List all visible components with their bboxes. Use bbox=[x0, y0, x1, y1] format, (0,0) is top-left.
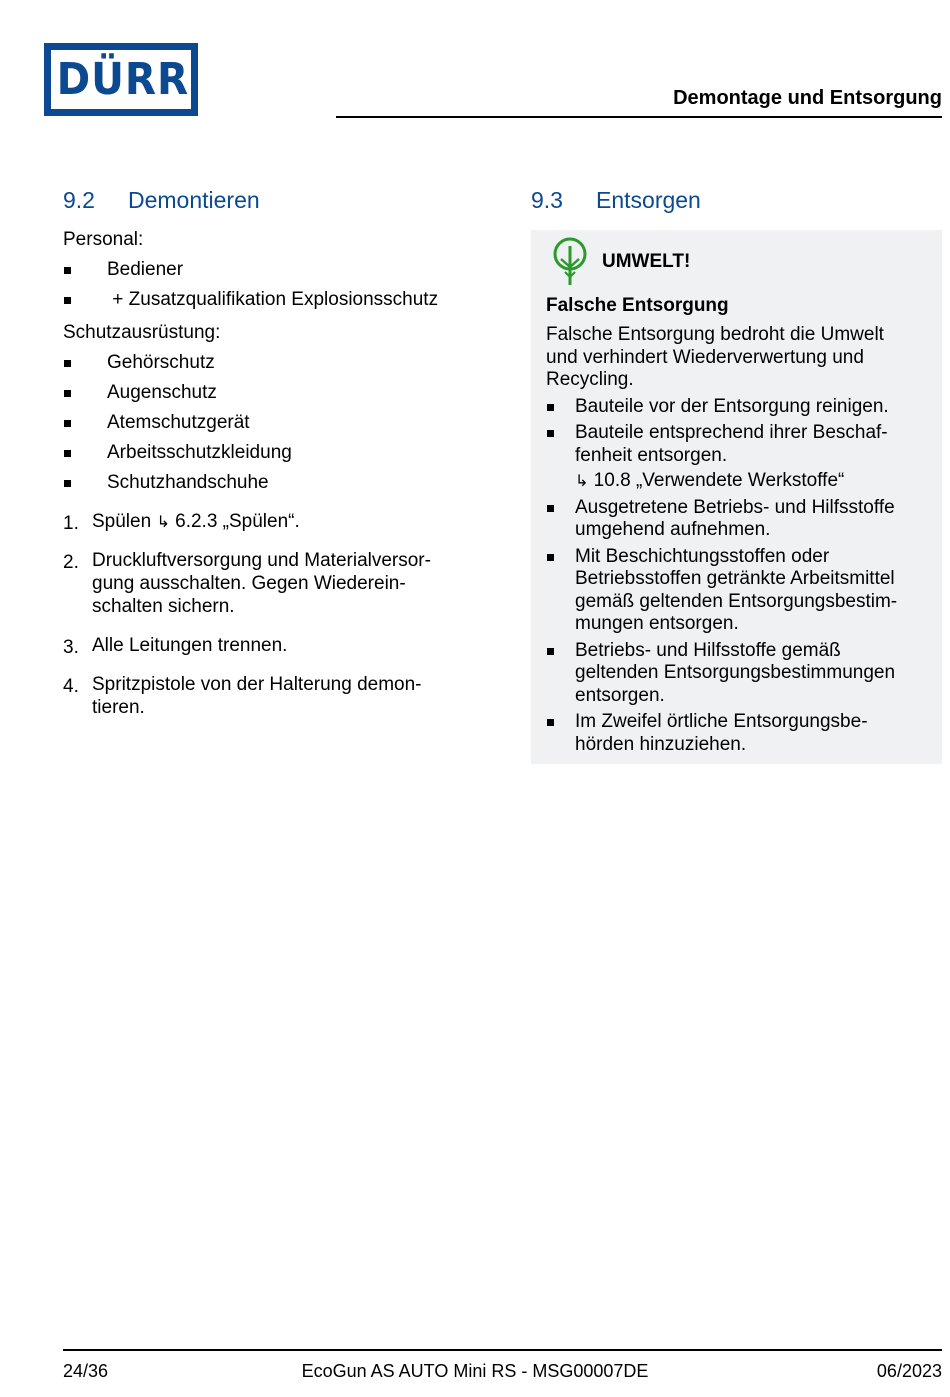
step-number: 1. bbox=[63, 513, 79, 534]
list-item: + Zusatzqualifikation Explosionsschutz bbox=[63, 288, 483, 311]
steps-list bbox=[63, 510, 483, 719]
step-number: 2. bbox=[63, 552, 79, 573]
ref-arrow-icon: ↳ bbox=[156, 512, 170, 531]
logo-text: DÜRR bbox=[56, 54, 190, 105]
tree-icon bbox=[550, 237, 590, 287]
section-title-disposal bbox=[531, 186, 942, 214]
bullet-square-icon bbox=[64, 420, 71, 427]
section-title-dismantle bbox=[63, 186, 483, 214]
header-divider bbox=[336, 116, 942, 118]
bullet-square-icon bbox=[64, 297, 71, 304]
bullet-square-icon bbox=[64, 360, 71, 367]
list-item: Mit Beschichtungsstoffen oder Betriebsstoffen getränkte Arbeitsmittel gemäß geltenden Entsorgungsbestim- mungen entsorgen. bbox=[546, 546, 928, 636]
list-item: Bediener bbox=[63, 258, 483, 281]
step-item: 2. Druckluftversorgung und Materialversor- gung ausschalten. Gegen Wiederein- schalten sichern. bbox=[63, 550, 431, 617]
bullet-square-icon bbox=[64, 450, 71, 457]
notice-label: UMWELT! bbox=[602, 251, 691, 272]
page-number: 24/36 bbox=[63, 1361, 109, 1381]
list-item: Gehörschutz bbox=[63, 351, 483, 374]
list-item: Bauteile entsprechend ihrer Beschaf- fenheit entsorgen. ↳ 10.8 „Verwendete Werkstoffe“ bbox=[546, 422, 928, 493]
notice-header bbox=[546, 236, 928, 288]
bullet-square-icon bbox=[547, 505, 554, 512]
step-item: 4. Spritzpistole von der Halterung demon- tieren. bbox=[63, 674, 422, 718]
list-item: Arbeitsschutzkleidung bbox=[63, 441, 483, 464]
document-date: 06/2023 bbox=[876, 1361, 942, 1381]
step-number: 4. bbox=[63, 676, 79, 697]
bullet-square-icon bbox=[547, 719, 554, 726]
list-item: Bauteile vor der Entsorgung reinigen. bbox=[546, 396, 928, 419]
section-heading: Demontieren bbox=[128, 187, 260, 213]
bullet-square-icon bbox=[64, 480, 71, 487]
list-item: Ausgetretene Betriebs- und Hilfsstoffe umgehend aufnehmen. bbox=[546, 497, 928, 542]
list-item: Schutzhandschuhe bbox=[63, 471, 483, 494]
section-number: 9.3 bbox=[531, 187, 563, 213]
notice-subtitle: Falsche Entsorgung bbox=[546, 295, 729, 316]
equipment-label: Schutzausrüstung: bbox=[63, 322, 221, 343]
ref-arrow-icon: ↳ bbox=[575, 471, 589, 490]
bullet-square-icon bbox=[547, 648, 554, 655]
bullet-square-icon bbox=[547, 404, 554, 411]
list-item: Betriebs- und Hilfsstoffe gemäß geltenden Entsorgungsbestimmungen entsorgen. bbox=[546, 640, 928, 708]
equipment-list bbox=[63, 351, 483, 494]
disposal-list bbox=[546, 396, 928, 757]
section-number: 9.2 bbox=[63, 187, 95, 213]
cross-reference-link[interactable]: 10.8 „Verwendete Werkstoffe“ bbox=[588, 470, 845, 491]
footer-divider bbox=[63, 1349, 942, 1351]
document-id: EcoGun AS AUTO Mini RS - MSG00007DE bbox=[301, 1361, 649, 1381]
step-item: 3. Alle Leitungen trennen. bbox=[63, 635, 288, 658]
bullet-square-icon bbox=[547, 430, 554, 437]
durr-logo bbox=[44, 43, 198, 116]
step-item: 1. Spülen ↳ 6.2.3 „Spülen“. bbox=[63, 511, 300, 534]
list-item: Augenschutz bbox=[63, 381, 483, 404]
list-item: Atemschutzgerät bbox=[63, 411, 483, 434]
notice-text: Falsche Entsorgung bedroht die Umwelt und verhindert Wiederverwertung und Recycling. bbox=[546, 324, 884, 390]
step-number: 3. bbox=[63, 637, 79, 658]
personnel-label: Personal: bbox=[63, 229, 144, 250]
environment-notice-box bbox=[531, 230, 942, 764]
cross-reference-link[interactable]: 6.2.3 „Spülen“. bbox=[169, 511, 300, 532]
section-heading: Entsorgen bbox=[596, 187, 701, 213]
bullet-square-icon bbox=[64, 267, 71, 274]
bullet-square-icon bbox=[547, 554, 554, 561]
personnel-list bbox=[63, 258, 483, 311]
list-item: Im Zweifel örtliche Entsorgungsbe- hörden hinzuziehen. bbox=[546, 711, 928, 756]
section-dismantle bbox=[63, 186, 483, 735]
header-title: Demontage und Entsorgung bbox=[673, 87, 942, 109]
section-disposal bbox=[531, 186, 942, 764]
bullet-square-icon bbox=[64, 390, 71, 397]
logo-frame bbox=[51, 50, 191, 109]
